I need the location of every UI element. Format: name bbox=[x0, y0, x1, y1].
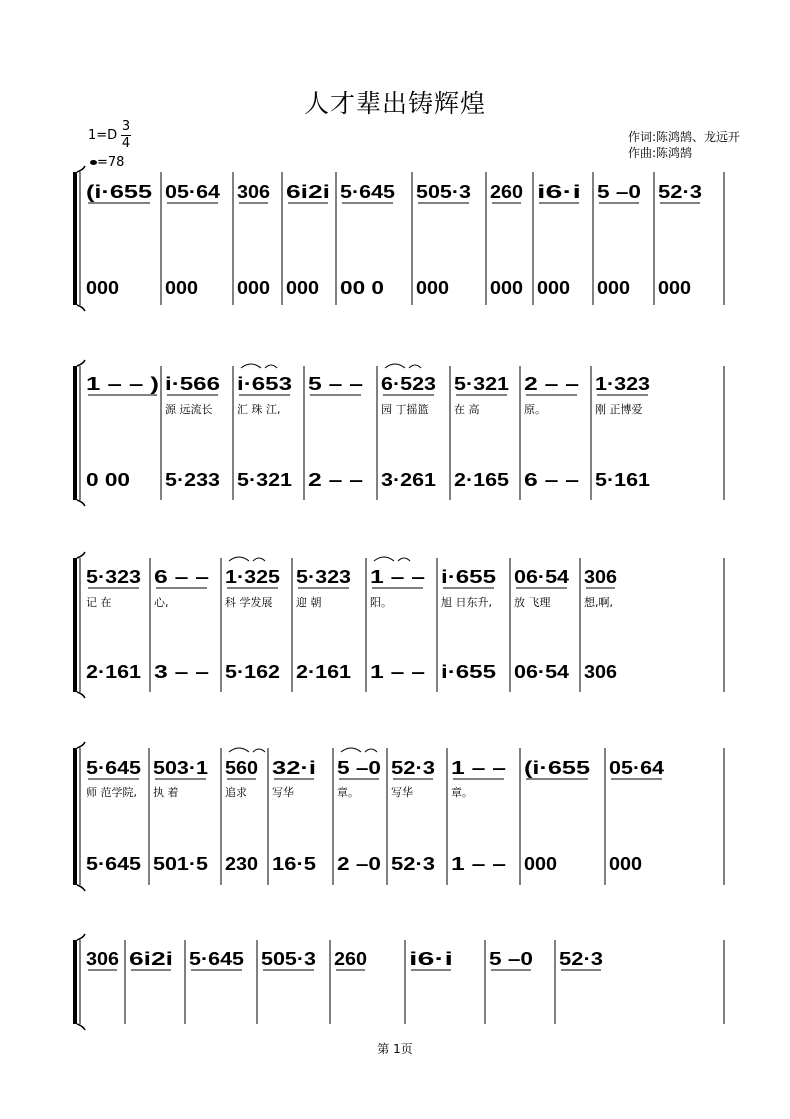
voice1-measure: 1 – – bbox=[451, 758, 506, 778]
bracket-hook-top bbox=[77, 934, 85, 940]
lyric-text: 写华 bbox=[272, 786, 294, 799]
lyricist-credit: 作词:陈鸿鹄、龙远开 bbox=[628, 130, 741, 144]
bracket-hook-top bbox=[77, 360, 85, 366]
slur-arc bbox=[341, 748, 361, 752]
voice1-measure: 52·3 bbox=[559, 949, 603, 969]
voice2-measure: 52·3 bbox=[391, 854, 435, 874]
lyric-text: 在 高 bbox=[454, 403, 480, 416]
voice2-measure: 000 bbox=[658, 278, 691, 298]
voice1-measure: i6·i bbox=[409, 949, 453, 969]
lyric-text: 写华 bbox=[391, 786, 413, 799]
lyric-text: 原。 bbox=[524, 403, 546, 416]
tempo-value: =78 bbox=[97, 155, 125, 170]
lyric-text: 阳。 bbox=[370, 596, 392, 609]
voice2-measure: 3·261 bbox=[381, 470, 436, 490]
voice1-measure: 06·54 bbox=[514, 567, 569, 587]
voice2-measure: 5·645 bbox=[86, 854, 141, 874]
key-signature: 1=D bbox=[88, 128, 118, 143]
voice2-measure: 230 bbox=[225, 854, 258, 874]
lyric-text: 迎 朝 bbox=[296, 596, 322, 609]
slur-arc bbox=[229, 748, 249, 752]
voice1-measure: 505·3 bbox=[416, 182, 471, 202]
page-footer: 第 1页 bbox=[377, 1042, 413, 1056]
lyric-text: 源 远流长 bbox=[165, 403, 213, 416]
voice2-measure: 5·161 bbox=[595, 470, 650, 490]
slur-arc bbox=[241, 364, 261, 368]
voice1-measure: (i·655 bbox=[86, 182, 152, 202]
voice2-measure: i·655 bbox=[441, 662, 496, 682]
voice1-measure: 5·323 bbox=[296, 567, 351, 587]
voice2-measure: 000 bbox=[286, 278, 319, 298]
voice1-measure: 5·645 bbox=[340, 182, 395, 202]
bracket-hook-bottom bbox=[77, 692, 85, 698]
voice1-measure: 6i2i bbox=[286, 182, 330, 202]
voice1-measure: 2 – – bbox=[524, 374, 579, 394]
voice2-measure: 2·161 bbox=[86, 662, 141, 682]
lyric-text: 记 在 bbox=[86, 596, 112, 609]
voice1-measure: 5 –0 bbox=[597, 182, 641, 202]
voice1-measure: 505·3 bbox=[261, 949, 316, 969]
time-sig-denominator: 4 bbox=[121, 136, 131, 151]
lyric-text: 刚 正博爱 bbox=[595, 403, 643, 416]
voice1-measure: 1·323 bbox=[595, 374, 650, 394]
voice2-measure: 2·165 bbox=[454, 470, 509, 490]
voice1-measure: 1 – – ) bbox=[86, 374, 160, 394]
voice2-measure: 5·321 bbox=[237, 470, 292, 490]
bracket-hook-top bbox=[77, 552, 85, 558]
bracket-hook-top bbox=[77, 166, 85, 172]
voice2-measure: 1 – – bbox=[370, 662, 425, 682]
voice1-measure: 5·323 bbox=[86, 567, 141, 587]
voice1-measure: 306 bbox=[584, 567, 617, 587]
slur-arc bbox=[229, 557, 249, 561]
voice1-measure: 5 – – bbox=[308, 374, 363, 394]
slur-arc bbox=[385, 364, 405, 368]
voice1-measure: 32·i bbox=[272, 758, 316, 778]
lyric-text: 放 飞理 bbox=[514, 596, 551, 609]
slur-arc bbox=[265, 365, 277, 368]
slur-arc bbox=[409, 365, 421, 368]
voice1-measure: 5 –0 bbox=[489, 949, 533, 969]
slur-arc bbox=[253, 558, 265, 561]
lyric-text: 科 学发展 bbox=[225, 596, 273, 609]
voice1-measure: 560 bbox=[225, 758, 258, 778]
bracket-hook-bottom bbox=[77, 885, 85, 891]
slur-arc bbox=[374, 557, 394, 561]
voice2-measure: 501·5 bbox=[153, 854, 208, 874]
voice2-measure: 06·54 bbox=[514, 662, 569, 682]
lyric-text: 章。 bbox=[451, 786, 473, 799]
system-bracket bbox=[73, 172, 77, 305]
voice2-measure: 16·5 bbox=[272, 854, 316, 874]
bracket-hook-bottom bbox=[77, 500, 85, 506]
system-bracket bbox=[73, 748, 77, 885]
voice1-measure: 260 bbox=[334, 949, 367, 969]
voice2-measure: 2 –0 bbox=[337, 854, 381, 874]
voice1-measure: 5·645 bbox=[86, 758, 141, 778]
lyric-text: 师 范学院, bbox=[86, 786, 137, 799]
bracket-hook-top bbox=[77, 742, 85, 748]
voice1-measure: 05·64 bbox=[165, 182, 220, 202]
voice1-measure: i6·i bbox=[537, 182, 581, 202]
voice2-measure: 000 bbox=[597, 278, 630, 298]
voice1-measure: 1·325 bbox=[225, 567, 280, 587]
voice1-measure: i·655 bbox=[441, 567, 496, 587]
voice1-measure: 5·645 bbox=[189, 949, 244, 969]
voice2-measure: 3 – – bbox=[154, 662, 209, 682]
system-bracket bbox=[73, 366, 77, 500]
voice2-measure: 00 0 bbox=[340, 278, 384, 298]
voice1-measure: 52·3 bbox=[658, 182, 702, 202]
slur-arc bbox=[365, 749, 377, 752]
lyric-text: 章。 bbox=[337, 786, 359, 799]
lyric-text: 想,啊, bbox=[584, 596, 613, 609]
voice1-measure: (i·655 bbox=[524, 758, 590, 778]
voice1-measure: 05·64 bbox=[609, 758, 664, 778]
lyric-text: 汇 珠 江, bbox=[237, 403, 281, 416]
voice2-measure: 1 – – bbox=[451, 854, 506, 874]
composer-credit: 作曲:陈鸿鹄 bbox=[628, 146, 693, 160]
voice1-measure: 6i2i bbox=[129, 949, 173, 969]
voice2-measure: 000 bbox=[524, 854, 557, 874]
voice1-measure: i·566 bbox=[165, 374, 220, 394]
voice2-measure: 2 – – bbox=[308, 470, 363, 490]
lyric-text: 园 丁摇篮 bbox=[381, 403, 429, 416]
voice1-measure: 6·523 bbox=[381, 374, 436, 394]
voice2-measure: 5·233 bbox=[165, 470, 220, 490]
voice2-measure: 000 bbox=[609, 854, 642, 874]
bracket-hook-bottom bbox=[77, 1024, 85, 1030]
voice2-measure: 6 – – bbox=[524, 470, 579, 490]
bracket-hook-bottom bbox=[77, 305, 85, 311]
system-bracket bbox=[73, 558, 77, 692]
voice2-measure: 000 bbox=[237, 278, 270, 298]
voice2-measure: 000 bbox=[86, 278, 119, 298]
voice1-measure: 306 bbox=[86, 949, 119, 969]
time-sig-numerator: 3 bbox=[121, 119, 131, 134]
voice1-measure: 306 bbox=[237, 182, 270, 202]
voice2-measure: 000 bbox=[416, 278, 449, 298]
system-bracket bbox=[73, 940, 77, 1024]
voice1-measure: 52·3 bbox=[391, 758, 435, 778]
voice1-measure: i·653 bbox=[237, 374, 292, 394]
voice2-measure: 000 bbox=[490, 278, 523, 298]
voice2-measure: 306 bbox=[584, 662, 617, 682]
voice2-measure: 5·162 bbox=[225, 662, 280, 682]
lyric-text: 心, bbox=[154, 596, 169, 609]
voice2-measure: 0 00 bbox=[86, 470, 130, 490]
voice1-measure: 503·1 bbox=[153, 758, 208, 778]
voice1-measure: 5·321 bbox=[454, 374, 509, 394]
voice2-measure: 000 bbox=[537, 278, 570, 298]
voice2-measure: 000 bbox=[165, 278, 198, 298]
voice2-measure: 2·161 bbox=[296, 662, 351, 682]
lyric-text: 旭 日东升, bbox=[441, 596, 492, 609]
voice1-measure: 5 –0 bbox=[337, 758, 381, 778]
slur-arc bbox=[253, 749, 265, 752]
voice1-measure: 6 – – bbox=[154, 567, 209, 587]
lyric-text: 执 着 bbox=[153, 786, 179, 799]
voice1-measure: 260 bbox=[490, 182, 523, 202]
slur-arc bbox=[398, 558, 410, 561]
lyric-text: 追求 bbox=[225, 786, 247, 799]
voice1-measure: 1 – – bbox=[370, 567, 425, 587]
page-title: 人才辈出铸辉煌 bbox=[303, 89, 486, 118]
